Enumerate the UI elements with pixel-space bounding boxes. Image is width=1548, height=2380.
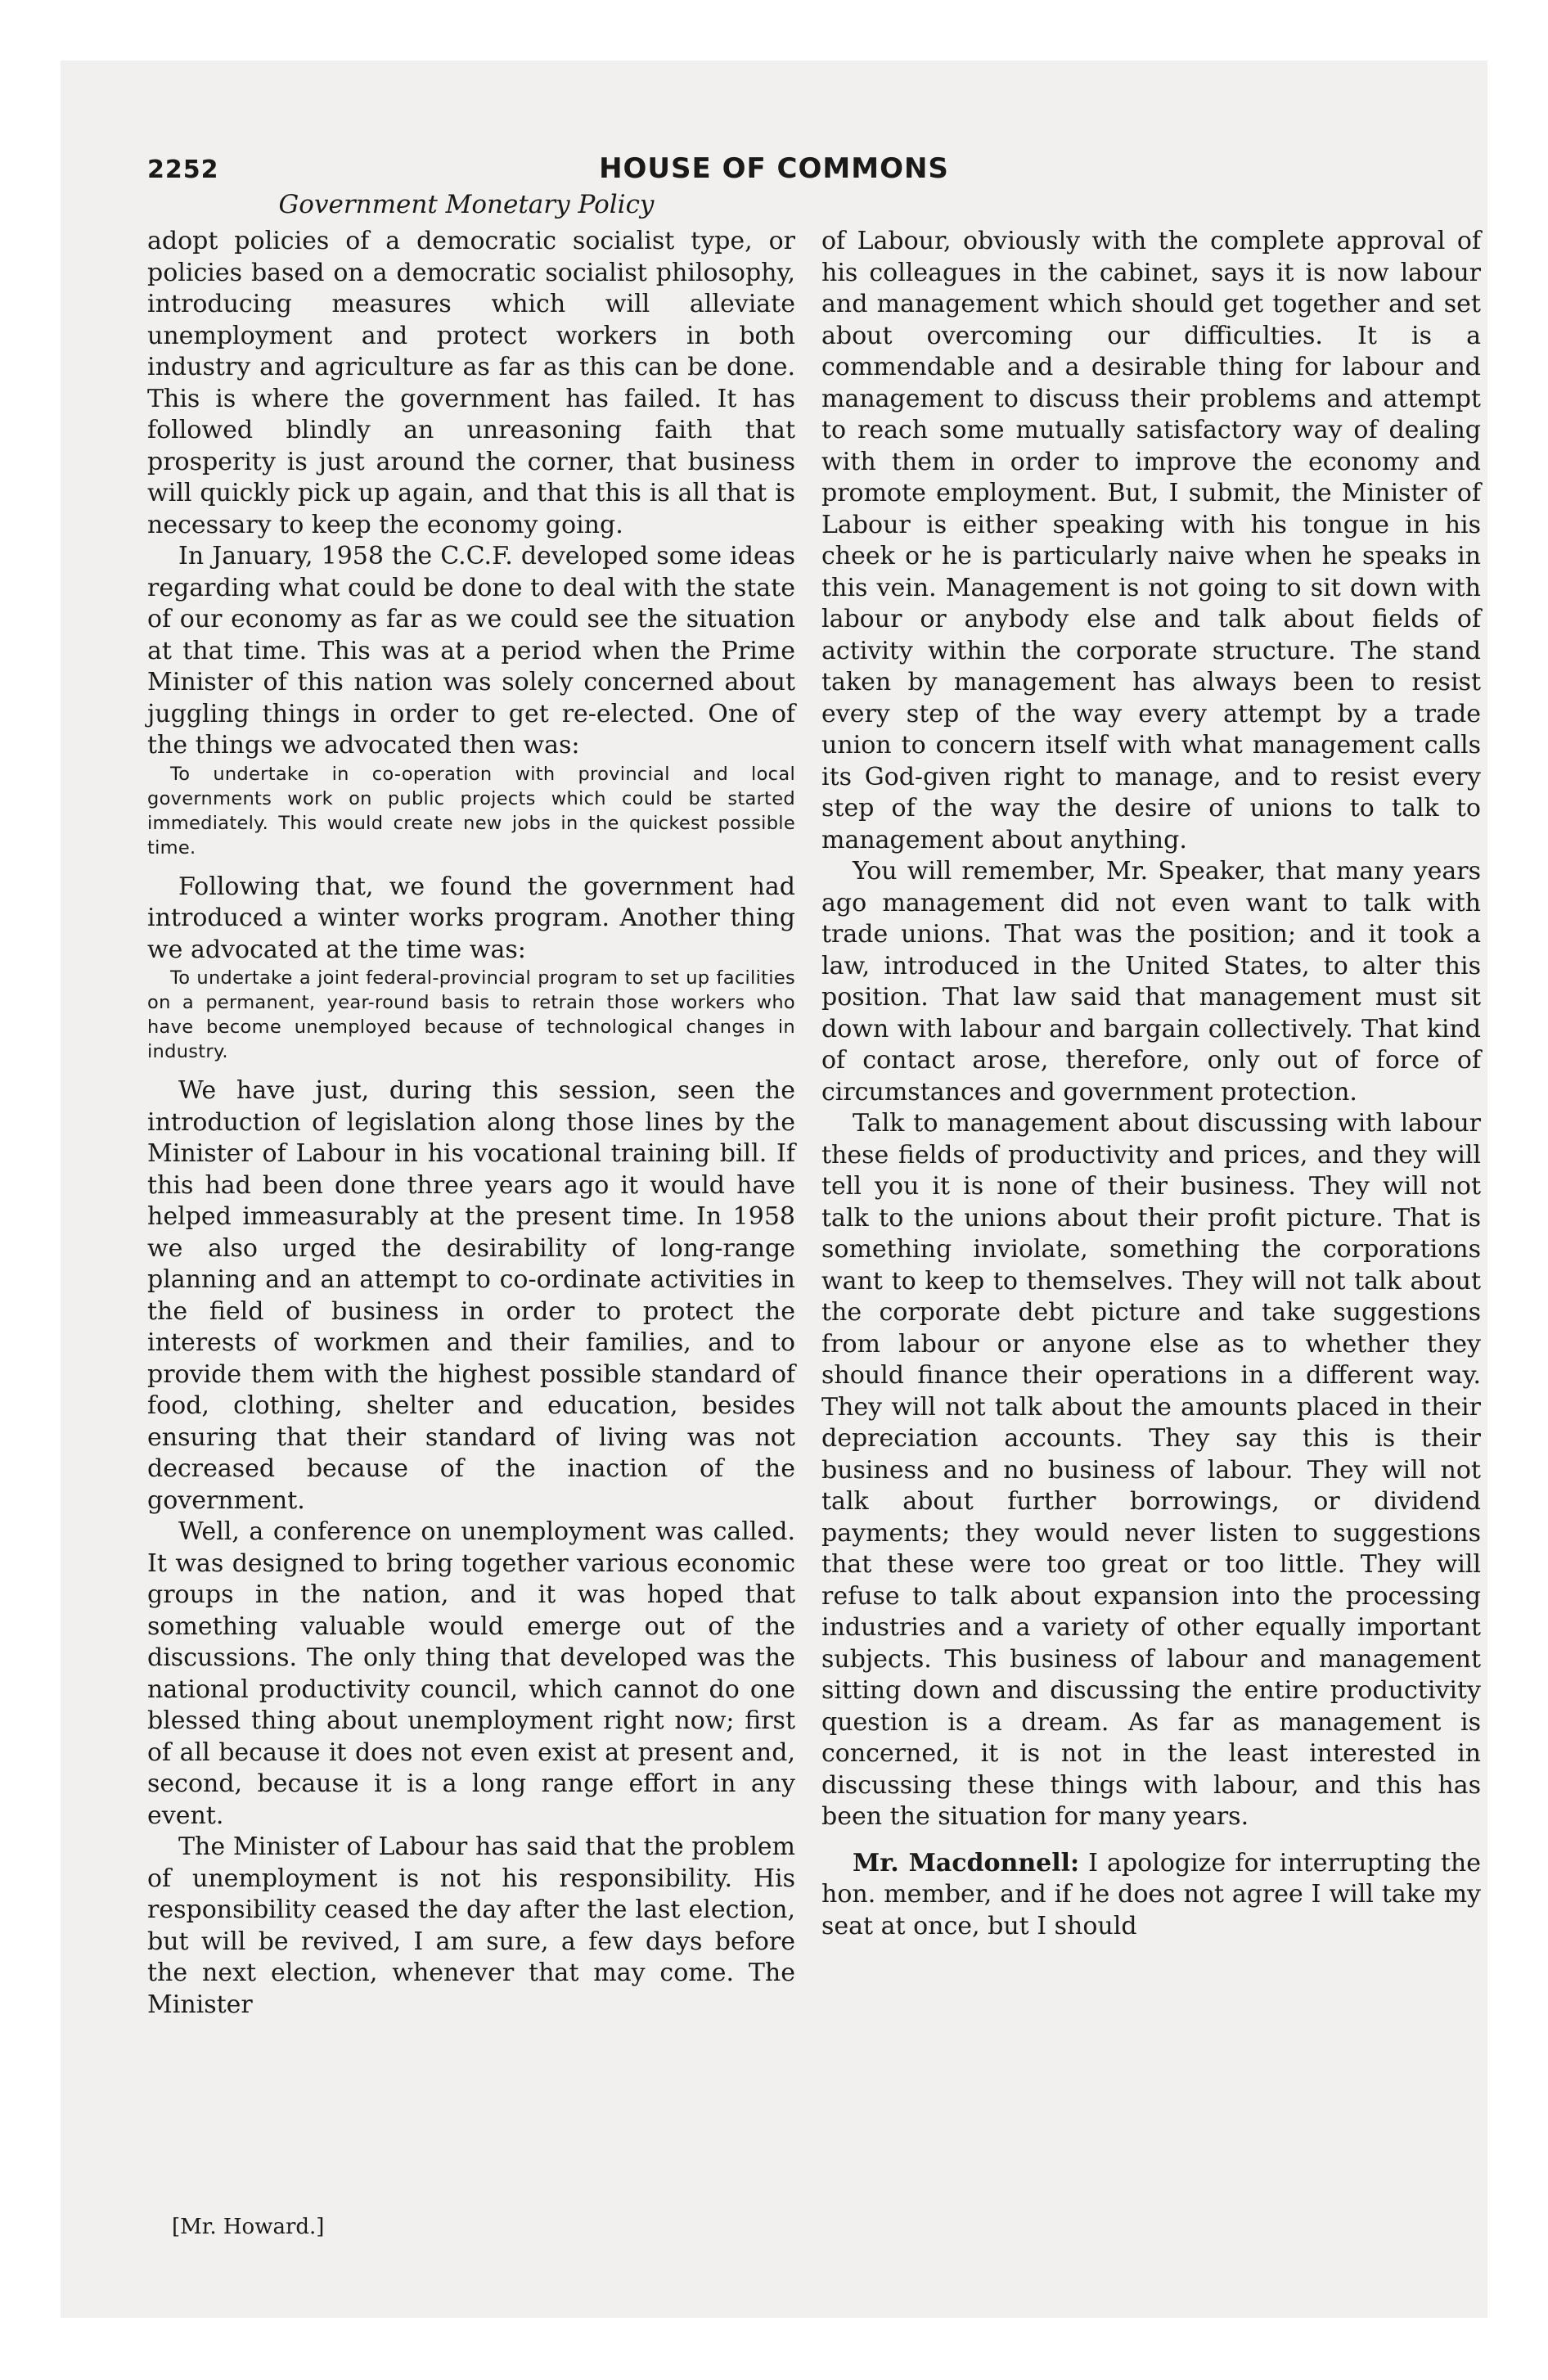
right-column: [821, 226, 1481, 1942]
speaker-name: Mr. Macdonnell:: [853, 1848, 1080, 1877]
paragraph: You will remember, Mr. Speaker, that many years ago management did not even want to talk with trade unions. That was the position; and it took a law, introduced in the United States, to alter this position. That law said that management must sit down with labour and bargain collectively. That kind of contact arose, therefore, only out of force of circumstances and government protection.: [821, 857, 1481, 1107]
paragraph: In January, 1958 the C.C.F. developed some ideas regarding what could be done to deal with the state of our economy as far as we could see the situation at that time. This was at a period when the Prime Minister of this nation was solely concerned about juggling things in order to get re-elected. One of the things we advocated then was:: [147, 542, 795, 760]
left-column: [147, 226, 795, 2021]
section-title: Government Monetary Policy: [278, 190, 655, 219]
paragraph: We have just, during this session, seen the introduction of legislation along those lines by the Minister of Labour in his vocational training bill. If this had been done three years ago it would have helped immeasurably at the present time. In 1958 we also urged the desirability of long-range planning and an attempt to co-ordinate activities in the field of business in order to protect the interests of workmen and their families, and to provide them with the highest possible standard of food, clothing, shelter and education, besides ensuring that their standard of living was not decreased because of the inaction of the government.: [147, 1076, 795, 1515]
speech-text: I apologize for interrupting the hon. member, and if he does not agree I will take my seat at once, but I should: [821, 1848, 1482, 1941]
paragraph: Following that, we found the government had introduced a winter works program. Another thing we advocated at the time was:: [147, 872, 795, 964]
paragraph: adopt policies of a democratic socialist type, or policies based on a democratic socialist philosophy, introducing measures which will alleviate unemployment and protect workers in both industry and agriculture as far as this can be done. This is where the government has failed. It has followed blindly an unreasoning faith that prosperity is just around the corner, that business will quickly pick up again, and that this is all that is necessary to keep the economy going.: [147, 227, 795, 539]
speech-paragraph: [821, 1848, 1481, 1943]
paragraph: Talk to management about discussing with labour these fields of productivity and prices, and they will tell you it is none of their business. They will not talk to the unions about their profit picture. That is something inviolate, something the corporations want to keep to themselves. They will not talk about the corporate debt picture and take suggestions from labour or anyone else as to whether they should finance their operations in a different way. They will not talk about the amounts placed in their depreciation accounts. They say this is their business and no business of labour. They will not talk about further borrowings, or dividend payments; they would never listen to suggestions that these were too great or too little. They will refuse to talk about expansion into the processing industries and a variety of other equally important subjects. This business of labour and management sitting down and discussing the entire productivity question is a dream. As far as management is concerned, it is not in the least interested in discussing these things with labour, and this has been the situation for many years.: [821, 1109, 1481, 1831]
paragraph: Well, a conference on unemployment was called. It was designed to bring together various economic groups in the nation, and it was hoped that something valuable would emerge out of the discussions. The only thing that developed was the national productivity council, which cannot do one blessed thing about unemployment right now; first of all because it does not even exist at present and, second, because it is a long range effort in any event.: [147, 1517, 795, 1830]
page-number: 2252: [147, 156, 219, 184]
paragraph: of Labour, obviously with the complete approval of his colleagues in the cabinet, says it is now labour and management which should get together and set about overcoming our difficulties. It is a commendable and a desirable thing for labour and management to discuss their problems and attempt to reach some mutually satisfactory way of dealing with them in order to improve the economy and promote employment. But, I submit, the Minister of Labour is either speaking with his tongue in his cheek or he is particularly naive when he speaks in this vein. Management is not going to sit down with labour or anybody else and talk about fields of activity within the corporate structure. The stand taken by management has always been to resist every step of the way every attempt by a trade union to concern itself with what management calls its God-given right to manage, and to resist every step of the way the desire of unions to talk to management about anything.: [821, 227, 1481, 854]
running-head: HOUSE OF COMMONS: [599, 152, 949, 185]
footer-attribution: [Mr. Howard.]: [172, 2215, 325, 2239]
block-quote: To undertake a joint federal-provincial program to set up facilities on a permanent, year-round basis to retrain those workers who have become unemployed because of technological changes in industry.: [147, 967, 795, 1062]
paragraph: The Minister of Labour has said that the problem of unemployment is not his responsibility. His responsibility ceased the day after the last election, but will be revived, I am sure, a few days before the next election, whenever that may come. The Minister: [147, 1832, 795, 2019]
block-quote: To undertake in co-operation with provincial and local governments work on public projects which could be started immediately. This would create new jobs in the quickest possible time.: [147, 763, 795, 859]
